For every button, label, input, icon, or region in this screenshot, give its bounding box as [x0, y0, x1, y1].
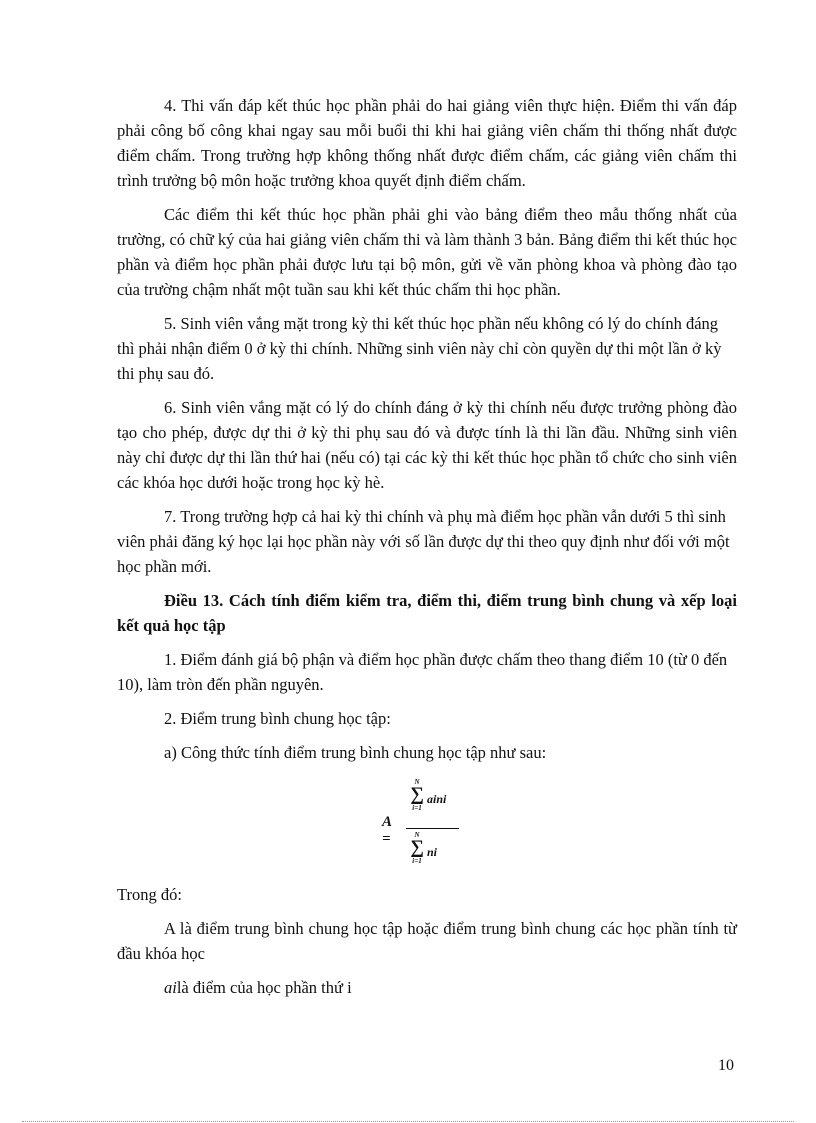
paragraph-grading-scale: 1. Điểm đánh giá bộ phận và điểm học phần được chấm theo thang điểm 10 (từ 0 đến 10), làm tròn đến phần nguyên.: [117, 650, 728, 694]
paragraph-definition-ai: [117, 975, 737, 1000]
numerator-lower-limit: i=1: [412, 804, 422, 812]
formula-lhs: A =: [382, 814, 392, 847]
numerator-upper-limit: N: [414, 778, 420, 786]
page-bottom-border: [22, 1121, 794, 1122]
variable-ai: ai: [164, 978, 177, 997]
denominator-term: ni: [427, 845, 438, 859]
paragraph-where: Trong đó:: [117, 885, 182, 904]
gpa-formula: [117, 774, 737, 874]
numerator-term: aini: [427, 792, 447, 806]
fraction-line: [406, 828, 459, 829]
page-number: 10: [718, 1057, 734, 1074]
paragraph-score-sheet: Các điểm thi kết thúc học phần phải ghi vào bảng điểm theo mẫu thống nhất của trường, có chữ ký của hai giảng viên chấm thi và làm thành 3 bản. Bảng điểm thi kết thúc học phần và điểm học phần phải được lưu tại bộ môn, gửi về văn phòng khoa và phòng đào tạo của trường chậm nhất một tuần sau khi kết thúc chấm thi học phần.: [117, 205, 737, 299]
paragraph-oral-exam: 4. Thi vấn đáp kết thúc học phần phải do hai giảng viên thực hiện. Điểm thi vấn đáp phải công bố công khai ngay sau mỗi buổi thi khi hai giảng viên chấm thi thống nhất được điểm chấm. Trong trường hợp không thống nhất được điểm chấm, các giảng viên chấm thi trình trưởng bộ môn hoặc trưởng khoa quyết định điểm chấm.: [117, 96, 737, 190]
paragraph-definition-a: A là điểm trung bình chung học tập hoặc điểm trung bình chung các học phần tính từ đầu khóa học: [117, 919, 737, 963]
paragraph-retake: 7. Trong trường hợp cả hai kỳ thi chính và phụ mà điểm học phần vẫn dưới 5 thì sinh viên phải đăng ký học lại học phần này với số lần được dự thi theo quy định như đối với một học phần mới.: [117, 507, 730, 576]
paragraph-gpa-title: 2. Điểm trung bình chung học tập:: [164, 709, 391, 728]
denominator-upper-limit: N: [414, 831, 420, 839]
paragraph-absent-with-reason: 6. Sinh viên vắng mặt có lý do chính đáng ở kỳ thi chính nếu được trưởng phòng đào tạo cho phép, được dự thi ở kỳ thi phụ sau đó và được tính là thi lần đầu. Những sinh viên này chỉ được dự thi lần thứ hai (nếu có) tại các kỳ thi kết thúc học phần tổ chức cho sinh viên các khóa học dưới hoặc trong học kỳ hè.: [117, 398, 737, 492]
denominator-lower-limit: i=1: [412, 857, 422, 865]
numerator-sum: [409, 778, 425, 812]
body-text: [117, 93, 737, 1009]
article-13-heading: Điều 13. Cách tính điểm kiểm tra, điểm thi, điểm trung bình chung và xếp loại kết quả học tập: [117, 591, 737, 635]
paragraph-absent-no-reason: 5. Sinh viên vắng mặt trong kỳ thi kết thúc học phần nếu không có lý do chính đáng thì phải nhận điểm 0 ở kỳ thi chính. Những sinh viên này chỉ còn quyền dự thi một lần ở kỳ thi phụ sau đó.: [117, 314, 722, 383]
sigma-symbol: ∑: [410, 784, 424, 805]
definition-ai-text: là điểm của học phần thứ i: [176, 978, 352, 997]
denominator-sum: [409, 831, 425, 865]
sigma-symbol: ∑: [410, 837, 424, 858]
paragraph-formula-intro: a) Công thức tính điểm trung bình chung học tập như sau:: [164, 743, 547, 762]
